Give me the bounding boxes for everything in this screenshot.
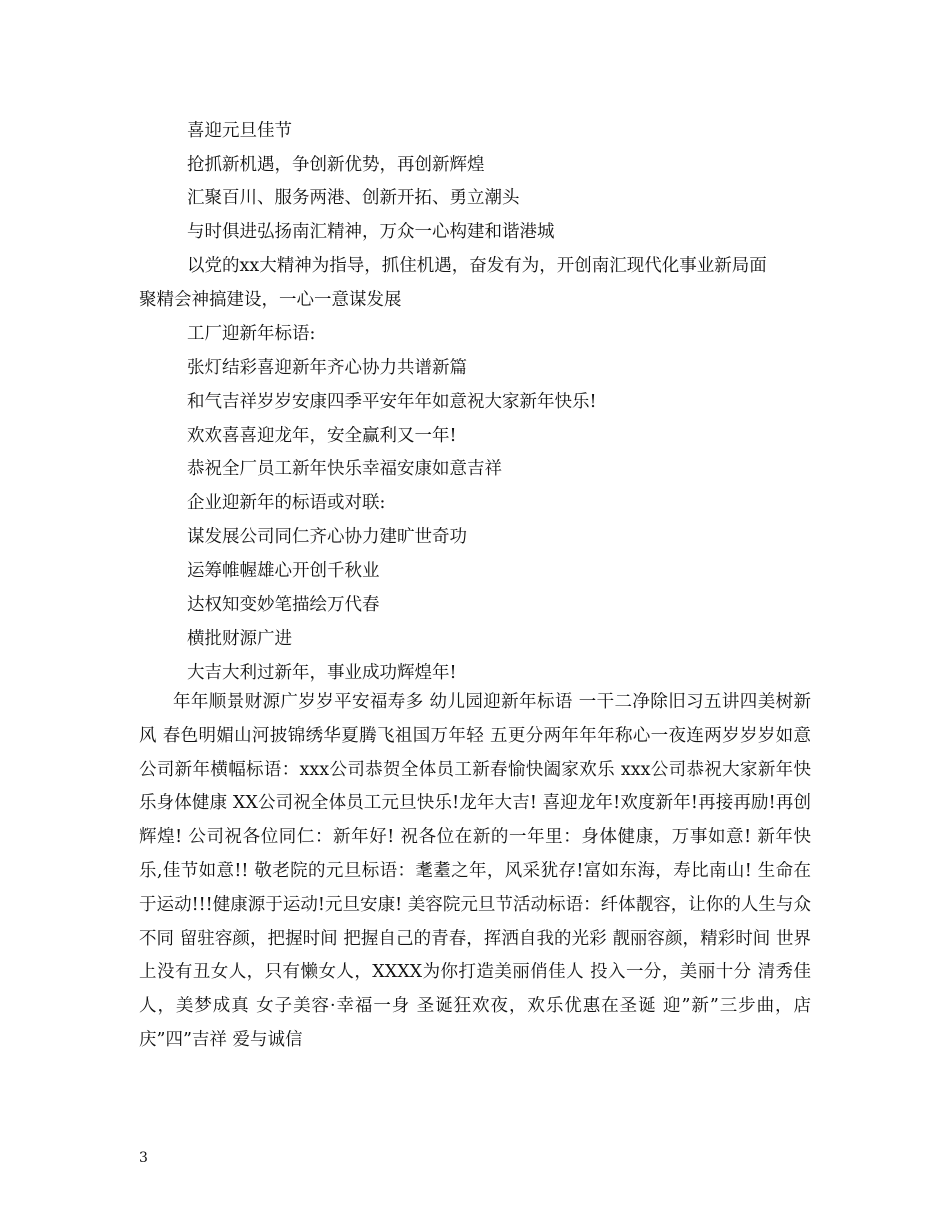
text-line: 汇聚百川、服务两港、创新开拓、勇立潮头 <box>187 188 520 208</box>
text-line: 达权知变妙笔描绘万代春 <box>187 595 380 615</box>
text-line: 以党的xx大精神为指导，抓住机遇，奋发有为，开创南汇现代化事业新局面 <box>187 256 767 276</box>
page-number: 3 <box>139 1150 148 1166</box>
text-line: 张灯结彩喜迎新年齐心协力共谱新篇 <box>187 358 467 378</box>
text-line: 横批财源广进 <box>187 629 292 649</box>
text-line: 抢抓新机遇，争创新优势，再创新辉煌 <box>187 155 485 175</box>
text-line: 欢欢喜喜迎龙年，安全赢利又一年! <box>187 426 457 446</box>
text-line: 和气吉祥岁岁安康四季平安年年如意祝大家新年快乐! <box>187 392 597 412</box>
text-line: 恭祝全厂员工新年快乐幸福安康如意吉祥 <box>187 459 502 479</box>
section-heading: 企业迎新年的标语或对联: <box>187 493 386 513</box>
text-line: 运筹帷幄雄心开创千秋业 <box>187 561 380 581</box>
text-line: 喜迎元旦佳节 <box>187 121 292 141</box>
text-line: 与时俱进弘扬南汇精神，万众一心构建和谐港城 <box>187 222 555 242</box>
text-line: 谋发展公司同仁齐心协力建旷世奇功 <box>187 527 467 547</box>
text-line: 大吉大利过新年，事业成功辉煌年! <box>187 663 457 683</box>
section-heading: 工厂迎新年标语: <box>187 324 316 344</box>
body-paragraph: 年年顺景财源广岁岁平安福寿多 幼儿园迎新年标语 一干二净除旧习五讲四美树新风 春色明媚山河披锦绣华夏腾飞祖国万年轻 五更分两年年年称心一夜连两岁岁岁如意 公司新年横幅标语：xxx公司恭贺全体员工新春愉快阖家欢乐 xxx公司恭祝大家新年快乐身体健康 XX公司祝全体员工元旦快乐!龙年大吉! 喜迎龙年!欢度新年!再接再励!再创辉煌! 公司祝各位同仁：新年好! 祝各位在新的一年里：身体健康，万事如意! 新年快乐,佳节如意!! 敬老院的元旦标语：耄耋之年，风采犹存!富如东海，寿比南山! 生命在于运动!!!健康源于运动!元旦安康! 美容院元旦节活动标语：纤体靓容，让你的人生与众不同 留驻容颜，把握时间 把握自己的青春，挥洒自我的光彩 靓丽容颜，精彩时间 世界上没有丑女人，只有懒女人，XXXX为你打造美丽俏佳人 投入一分，美丽十分 清秀佳人，美梦成真 女子美容·幸福一身 圣诞狂欢夜，欢乐优惠在圣诞 迎”新”三步曲，店庆”四”吉祥 爱与诚信 <box>139 692 811 1050</box>
text-line: 聚精会神搞建设，一心一意谋发展 <box>139 290 402 310</box>
